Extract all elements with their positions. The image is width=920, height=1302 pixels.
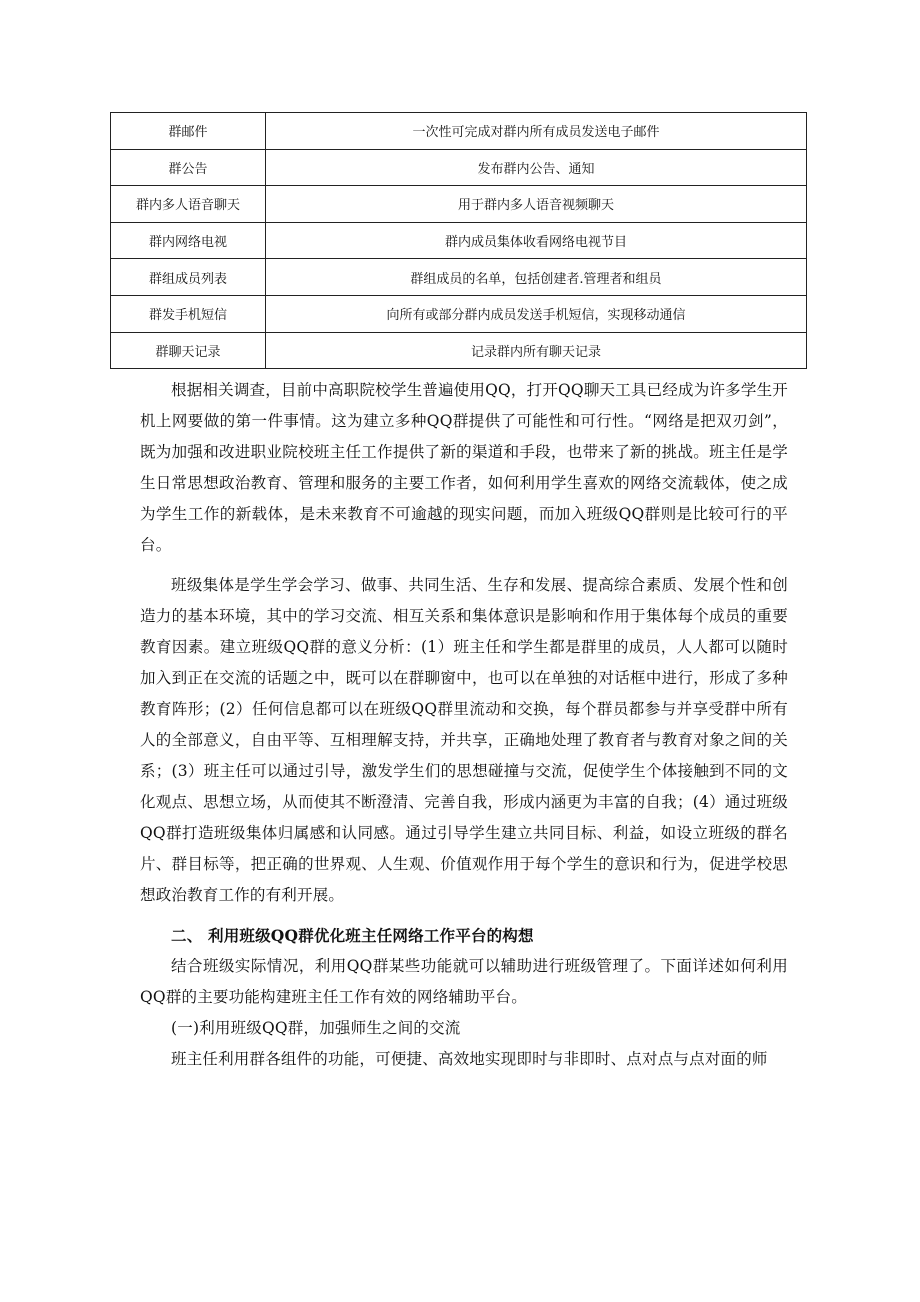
- feature-name-cell: 群聊天记录: [111, 332, 266, 369]
- paragraph-class-collective: 班级集体是学生学会学习、做事、共同生活、生存和发展、提高综合素质、发展个性和创造力的基本环境，其中的学习交流、相互关系和集体意识是影响和作用于集体每个成员的重要教育因素。建立班级QQ群的意义分析：(1）班主任和学生都是群里的成员，人人都可以随时加入到正在交流的话题之中，既可以在群聊窗中，也可以在单独的对话框中进行，形成了多种教育阵形；(2）任何信息都可以在班级QQ群里流动和交换，每个群员都参与并享受群中所有人的全部意义，自由平等、互相理解支持，并共享，正确地处理了教育者与教育对象之间的关系；(3）班主任可以通过引导，激发学生们的思想碰撞与交流，促使学生个体接触到不同的文化观点、思想立场，从而使其不断澄清、完善自我，形成内涵更为丰富的自我；(4）通过班级QQ群打造班级集体归属感和认同感。通过引导学生建立共同目标、利益，如设立班级的群名片、群目标等，把正确的世界观、人生观、价值观作用于每个学生的意识和行为，促进学校思想政治教育工作的有利开展。: [140, 576, 788, 904]
- table-row: [111, 186, 807, 223]
- table-row: [111, 149, 807, 186]
- group-features-table: [110, 112, 807, 369]
- paragraph-components: 班主任利用群各组件的功能，可便捷、高效地实现即时与非即时、点对点与点对面的师: [171, 1050, 768, 1068]
- paragraph-survey: 根据相关调查，目前中高职院校学生普遍使用QQ，打开QQ聊天工具已经成为许多学生开机上网要做的第一件事情。这为建立多种QQ群提供了可能性和可行性。“网络是把双刃剑”，既为加强和改进职业院校班主任工作提供了新的渠道和手段，也带来了新的挑战。班主任是学生日常思想政治教育、管理和服务的主要工作者，如何利用学生喜欢的网络交流载体，使之成为学生工作的新载体，是未来教育不可逾越的现实问题，而加入班级QQ群则是比较可行的平台。: [140, 381, 788, 554]
- table-row: [111, 113, 807, 150]
- table-row: [111, 222, 807, 259]
- subsection-heading-1: (一)利用班级QQ群，加强师生之间的交流: [171, 1019, 461, 1037]
- feature-name-cell: 群组成员列表: [111, 259, 266, 296]
- feature-description-cell: 向所有或部分群内成员发送手机短信，实现移动通信: [266, 295, 807, 332]
- group-features-table-body: [111, 113, 807, 369]
- feature-description-cell: 一次性可完成对群内所有成员发送电子邮件: [266, 113, 807, 150]
- article-body: [140, 375, 788, 1075]
- feature-description-cell: 发布群内公告、通知: [266, 149, 807, 186]
- feature-name-cell: 群邮件: [111, 113, 266, 150]
- feature-description-cell: 记录群内所有聊天记录: [266, 332, 807, 369]
- feature-name-cell: 群内网络电视: [111, 222, 266, 259]
- table-row: [111, 332, 807, 369]
- feature-description-cell: 用于群内多人语音视频聊天: [266, 186, 807, 223]
- feature-description-cell: 群内成员集体收看网络电视节目: [266, 222, 807, 259]
- feature-description-cell: 群组成员的名单，包括创建者.管理者和组员: [266, 259, 807, 296]
- feature-name-cell: 群内多人语音聊天: [111, 186, 266, 223]
- table-row: [111, 259, 807, 296]
- paragraph-intro-section-2: 结合班级实际情况，利用QQ群某些功能就可以辅助进行班级管理了。下面详述如何利用QQ群的主要功能构建班主任工作有效的网络辅助平台。: [140, 957, 788, 1006]
- feature-name-cell: 群发手机短信: [111, 295, 266, 332]
- table-row: [111, 295, 807, 332]
- feature-name-cell: 群公告: [111, 149, 266, 186]
- section-heading-2: 二、 利用班级QQ群优化班主任网络工作平台的构想: [171, 926, 534, 945]
